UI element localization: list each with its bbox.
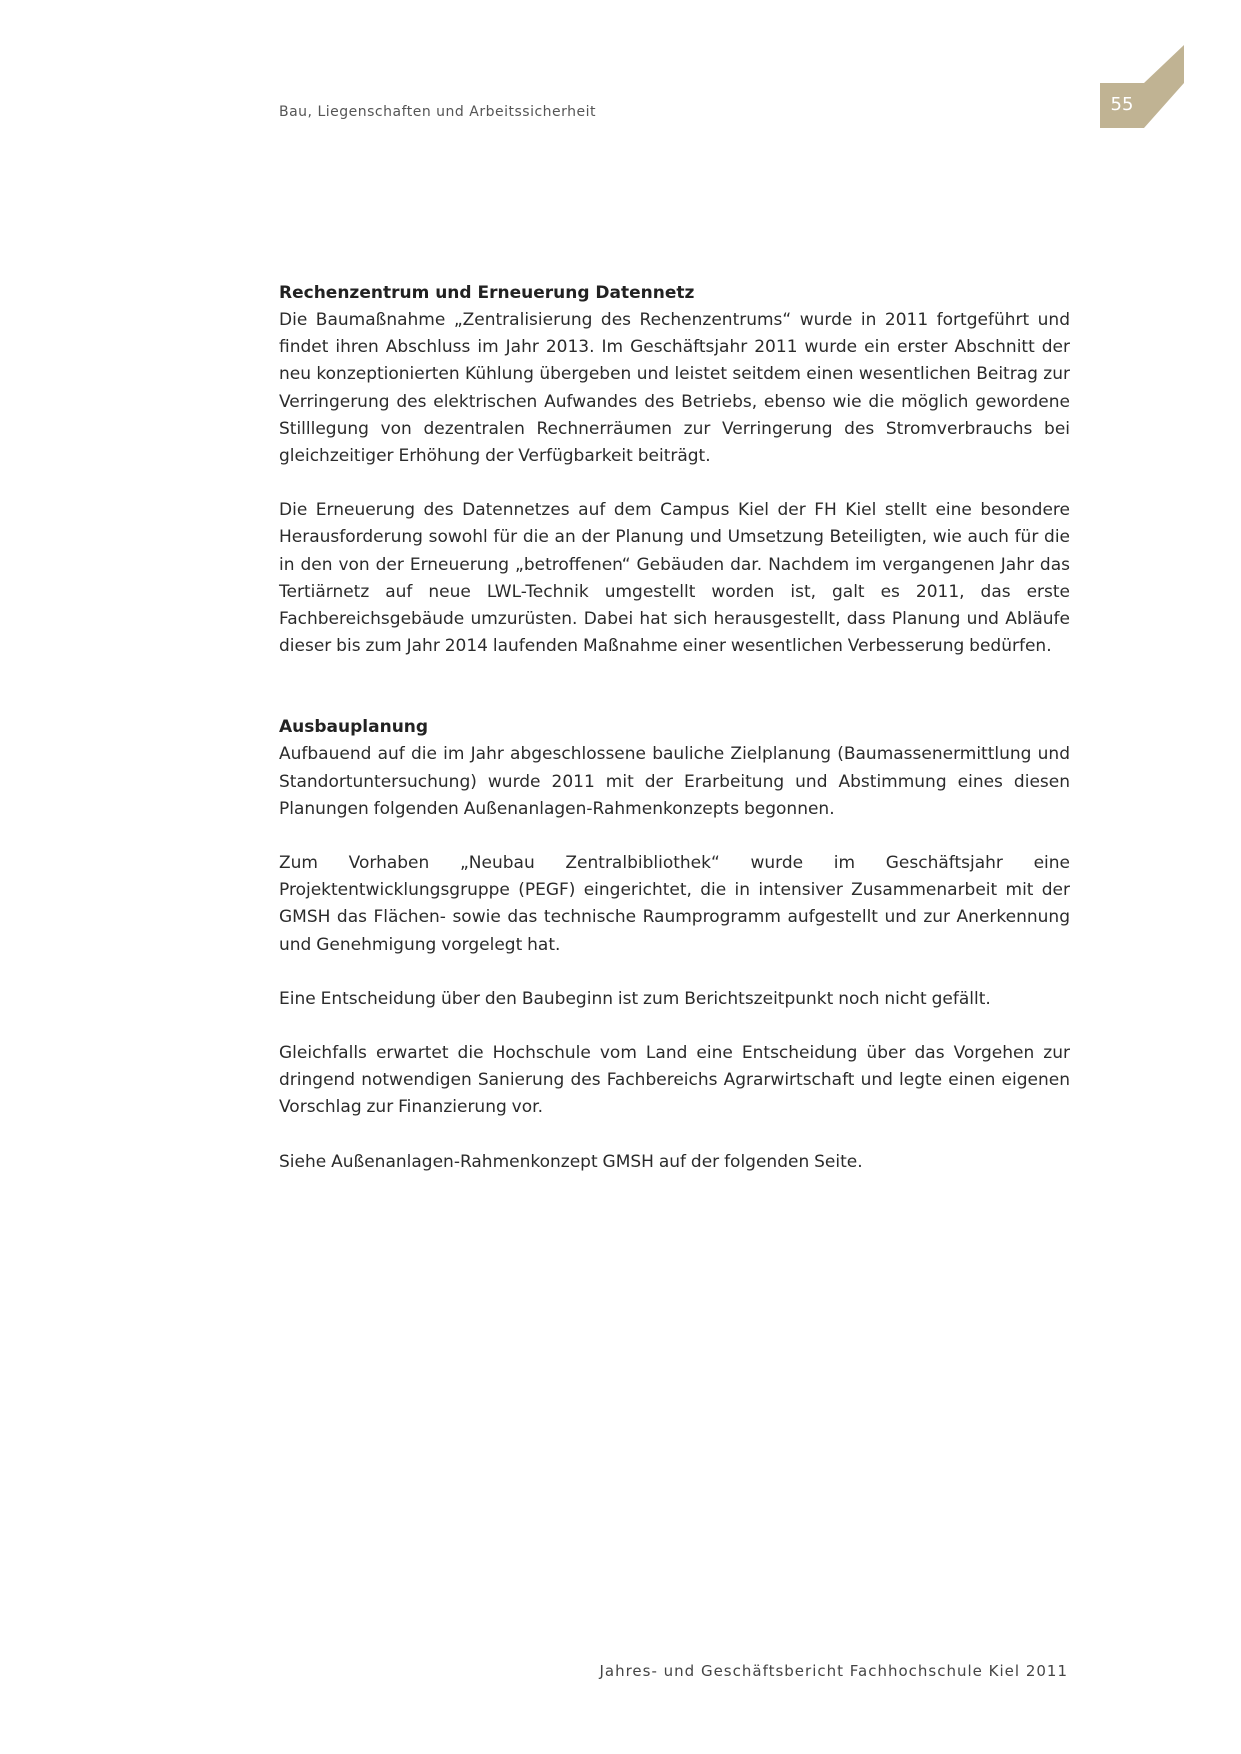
page-number: 55: [1110, 94, 1134, 115]
page-corner-shape: [1100, 45, 1184, 128]
section-spacer: [279, 687, 1070, 714]
page-number-badge: [1100, 45, 1184, 128]
section-heading: Ausbauplanung: [279, 717, 429, 738]
paragraph: Die Erneuerung des Datennetzes auf dem Campus Kiel der FH Kiel stellt eine besondere Herausforderung sowohl für die an der Planung und Umsetzung Beteiligten, wie auch für die in den von der Erneuerung „betroffenen“ Gebäuden dar. Nachdem im vergangenen Jahr das Tertiärnetz auf neue LWL-Technik umgestellt worden ist, galt es 2011, das erste Fachbereichsgebäude umzurüsten. Dabei hat sich herausgestellt, dass Planung und Abläufe dieser bis zum Jahr 2014 laufenden Maßnahme einer wesentlichen Verbesserung bedürfen.: [279, 500, 1070, 657]
paragraph: Aufbauend auf die im Jahr abgeschlossene bauliche Zielplanung (Baumassenermittlung und Standortuntersuchung) wurde 2011 mit der Erarbeitung und Abstimmung eines diesen Planungen folgenden Außenanlagen-Rahmenkonzepts begonnen.: [279, 744, 1070, 819]
paragraph: Siehe Außenanlagen-Rahmenkonzept GMSH auf der folgenden Seite.: [279, 1151, 863, 1172]
main-content: [279, 280, 1070, 1203]
section-ausbauplanung: [279, 714, 1070, 1175]
footer-title: Jahres- und Geschäftsbericht Fachhochschule Kiel 2011: [599, 1662, 1068, 1680]
paragraph: Die Baumaßnahme „Zentralisierung des Rechenzentrums“ wurde in 2011 fortgeführt und findet ihren Abschluss im Jahr 2013. Im Geschäftsjahr 2011 wurde ein erster Abschnitt der neu konzeptionierten Kühlung übergeben und leistet seitdem einen wesentlichen Beitrag zur Verringerung des elektrischen Aufwandes des Betriebs, ebenso wie die möglich gewordene Stilllegung von dezentralen Rechnerräumen zur Verringerung des Stromverbrauchs bei gleichzeitiger Erhöhung der Verfügbarkeit beiträgt.: [279, 310, 1070, 467]
running-header: Bau, Liegenschaften und Arbeitssicherheit: [279, 104, 597, 120]
paragraph: Zum Vorhaben „Neubau Zentralbibliothek“ wurde im Geschäftsjahr eine Projektentwicklungsgruppe (PEGF) eingerichtet, die in intensiver Zusammenarbeit mit der GMSH das Flächen- sowie das technische Raumprogramm aufgestellt und zur Anerkennung und Genehmigung vorgelegt hat.: [279, 853, 1070, 955]
paragraph: Gleichfalls erwartet die Hochschule vom Land eine Entscheidung über das Vorgehen zur dringend notwendigen Sanierung des Fachbereichs Agrarwirtschaft und legte einen eigenen Vorschlag zur Finanzierung vor.: [279, 1043, 1070, 1118]
section-heading: Rechenzentrum und Erneuerung Datennetz: [279, 283, 695, 303]
paragraph: Eine Entscheidung über den Baubeginn ist zum Berichtszeitpunkt noch nicht gefällt.: [279, 988, 991, 1009]
section-rechenzentrum: [279, 280, 1070, 660]
